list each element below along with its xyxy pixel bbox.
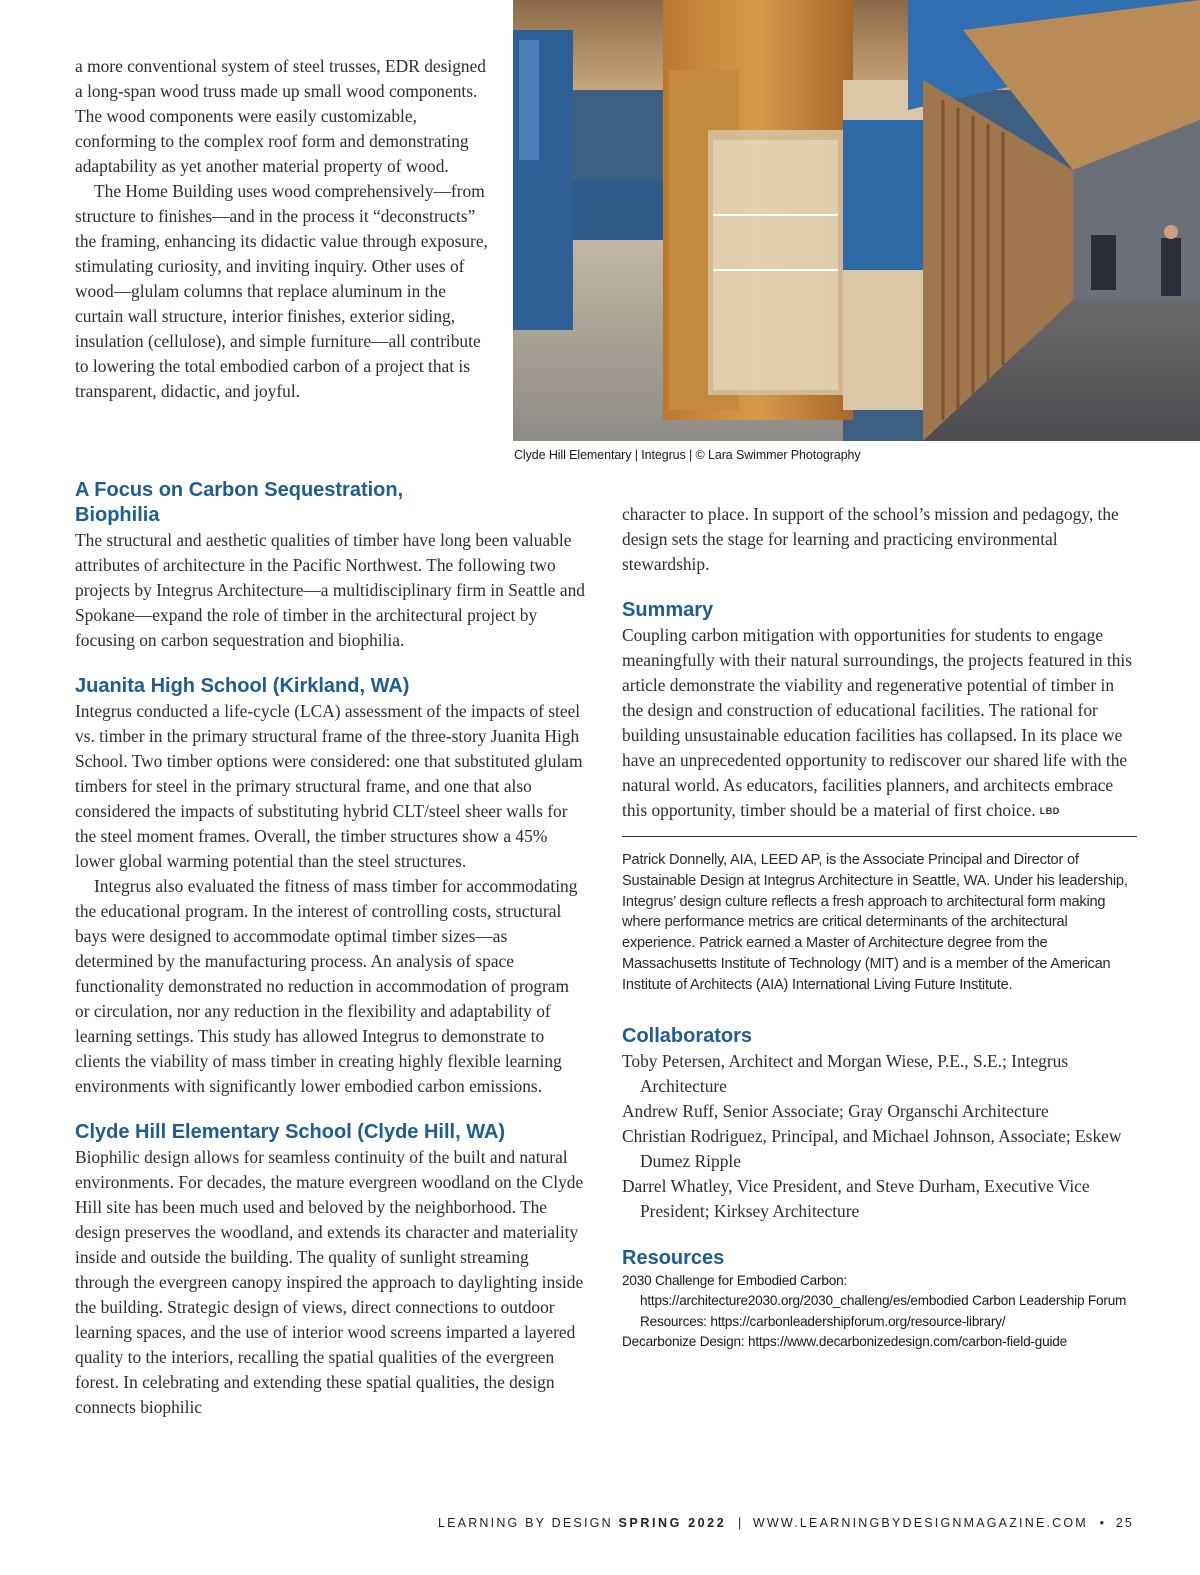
list-item: Darrel Whatley, Vice President, and Steve Durham, Executive Vice President; Kirksey Architecture	[622, 1175, 1090, 1221]
list-item: Andrew Ruff, Senior Associate; Gray Organschi Architecture	[622, 1100, 1049, 1121]
publication-name: LEARNING BY DESIGN	[437, 1516, 613, 1530]
issue-label: SPRING 2022	[618, 1516, 727, 1530]
section-heading-clyde-hill: Clyde Hill Elementary School (Clyde Hill, WA)	[75, 1121, 506, 1143]
resources-list	[622, 1271, 1137, 1353]
photo-caption: Clyde Hill Elementary | Integrus | © Lara Swimmer Photography	[514, 448, 861, 462]
list-item: Christian Rodriguez, Principal, and Michael Johnson, Associate; Eskew Dumez Ripple	[622, 1125, 1122, 1171]
list-item: 2030 Challenge for Embodied Carbon: https://architecture2030.org/2030_challeng/es/embodied Carbon Leadership Forum Resources: https://carbonleadershipforum.org/resource-library/	[622, 1272, 1127, 1329]
section-heading-carbon: A Focus on Carbon Sequestration, Biophilia	[75, 479, 404, 526]
body-paragraph: Biophilic design allows for seamless continuity of the built and natural environments. For decades, the mature evergreen woodland on the Clyde Hill site has been much used and beloved by the neighborhood. The design preserves the woodland, and extends its character and materiality inside and outside the building. The quality of sunlight streaming through the evergreen canopy inspired the approach to daylighting inside the building. Strategic design of views, direct connections to outdoor learning spaces, and the use of interior wood screens imparted a layered quality to the interiors, recalling the spatial qualities of the evergreen forest. In celebrating and extending these spatial qualities, the design connects biophilic	[75, 1147, 584, 1417]
body-paragraph: Integrus also evaluated the fitness of mass timber for accommodating the educational program. In the interest of controlling costs, structural bays were designed to accommodate optimal timber sizes—as determined by the manufacturing process. An analysis of space functionality demonstrated no reduction in accommodation of program or circulation, nor any reduction in the flexibility and adaptability of learning settings. This study has allowed Integrus to demonstrate to clients the viability of mass timber in creating highly flexible learning environments with significantly lower embodied carbon emissions.	[75, 876, 578, 1096]
section-heading-juanita: Juanita High School (Kirkland, WA)	[75, 675, 410, 697]
left-column-top	[75, 54, 495, 404]
bullet-icon: •	[1099, 1516, 1104, 1530]
footer-separator: |	[737, 1516, 742, 1530]
hallway-photo	[513, 0, 1200, 441]
left-column-main	[75, 478, 587, 1420]
section-heading-collaborators: Collaborators	[622, 1024, 753, 1047]
body-paragraph: The structural and aesthetic qualities of timber have long been valuable attributes of architecture in the Pacific Northwest. The following two projects by Integrus Architecture—a multidisciplinary firm in Seattle and Spokane—expand the role of timber in the architectural project by focusing on carbon sequestration and biophilia.	[75, 530, 585, 650]
body-paragraph: a more conventional system of steel trusses, EDR designed a long-span wood truss made up small wood components. The wood components were easily customizable, conforming to the complex roof form and demonstrating adaptability as yet another material property of wood.	[75, 56, 487, 176]
end-mark: LBD	[1039, 806, 1060, 816]
author-bio: Patrick Donnelly, AIA, LEED AP, is the Associate Principal and Director of Sustainable Design at Integrus Architecture in Seattle, WA. Under his leadership, Integrus’ design culture reflects a fresh approach to architectural form making where performance metrics are critical determinants of the architectural experience. Patrick earned a Master of Architecture degree from the Massachusetts Institute of Technology (MIT) and is a member of the American Institute of Architects (AIA) International Living Future Institute.	[622, 852, 1128, 993]
summary-paragraph: Coupling carbon mitigation with opportunities for students to engage meaningfully with their natural surroundings, the projects featured in this article demonstrate the viability and regenerative potential of timber in the design and construction of educational facilities. The rational for building unsustainable education facilities has collapsed. In its place we have an unprecedented opportunity to rediscover our shared life with the natural world. As educators, facilities planners, and architects embrace this opportunity, timber should be a material of first choice. LBD	[622, 625, 1133, 820]
body-paragraph: Integrus conducted a life-cycle (LCA) assessment of the impacts of steel vs. timber in the primary structural frame of the three-story Juanita High School. Two timber options were considered: one that substituted glulam timbers for steel in the primary structural frame, and one that also considered the impacts of substituting hybrid CLT/steel sheer walls for the steel moment frames. Overall, the timber structures show a 45% lower global warming potential than the steel structures.	[75, 701, 583, 871]
body-paragraph-continued: character to place. In support of the school’s mission and pedagogy, the design sets the stage for learning and practicing environmental stewardship.	[622, 504, 1119, 574]
right-column	[622, 502, 1137, 1353]
website-link[interactable]: WWW.LEARNINGBYDESIGNMAGAZINE.COM	[752, 1516, 1088, 1530]
body-paragraph: The Home Building uses wood comprehensively—from structure to finishes—and in the process it “deconstructs” the framing, enhancing its didactic value through exposure, stimulating curiosity, and inviting inquiry. Other uses of wood—glulam columns that replace aluminum in the curtain wall structure, interior finishes, exterior siding, insulation (cellulose), and simple furniture—all contribute to lowering the total embodied carbon of a project that is transparent, didactic, and joyful.	[75, 181, 488, 401]
divider	[622, 836, 1137, 837]
list-item: Decarbonize Design: https://www.decarbonizedesign.com/carbon-field-guide	[622, 1334, 1068, 1350]
section-heading-summary: Summary	[622, 599, 714, 621]
page-footer	[438, 1516, 1134, 1530]
list-item: Toby Petersen, Architect and Morgan Wiese, P.E., S.E.; Integrus Architecture	[622, 1050, 1069, 1096]
collaborators-list	[622, 1049, 1137, 1224]
page-number: 25	[1115, 1516, 1134, 1530]
section-heading-resources: Resources	[622, 1246, 725, 1269]
